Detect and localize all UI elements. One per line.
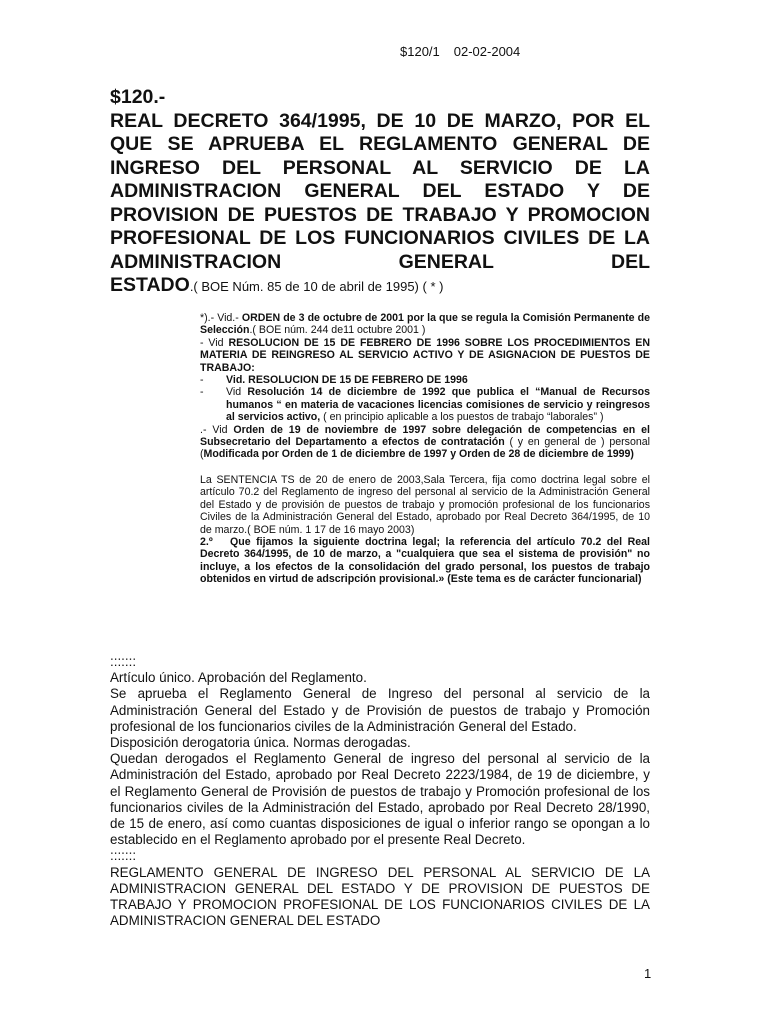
- page-number: 1: [644, 966, 652, 981]
- note-resolucion-1996: - Vid RESOLUCION DE 15 DE FEBRERO DE 1996 SOBRE LOS PROCEDIMIENTOS EN MATERIA DE REINGRESO AL SERVICIO ACTIVO Y DE ASIGNACION DE PUESTOS DE TRABAJO:: [200, 336, 650, 374]
- note-resolucion-1996-bullet: - Vid. RESOLUCION DE 15 DE FEBRERO DE 1996: [200, 374, 468, 387]
- disposicion-paragraph: Quedan derogados el Reglamento General de ingreso del personal al servicio de la Administración del Estado, aprobado por Real Decreto 2223/1984, de 19 de diciembre, y el Reglamento General de Provisión de puestos de trabajo y Promoción profesional de los funcionarios civiles de la Administración del Estado, aprobado por Real Decreto 28/1990, de 15 de enero, así como cuantas disposiciones de igual o inferior rango se opongan a lo establecido en el Reglamento aprobado por el presente Real Decreto.: [110, 751, 650, 848]
- reglamento-title: REGLAMENTO GENERAL DE INGRESO DEL PERSONAL AL SERVICIO DE LA ADMINISTRACION GENERAL DEL ESTADO Y DE PROVISION DE PUESTOS DE TRABAJO Y PROMOCION PROFESIONAL DE LOS FUNCIONARIOS CIVILES DE LA ADMINISTRACION GENERAL DEL ESTADO: [110, 864, 650, 929]
- note-doctrina: 2.º Que fijamos la siguiente doctrina legal; la referencia del artículo 70.2 del Real Decreto 364/1995, de 10 de marzo, a "cualquiera que sea el sistema de provisión" no incluye, a los efectos de la consolidación del grado personal, los puestos de trabajo obtenidos en virtud de adscripción provisional.» (Este tema es de carácter funcionarial): [200, 535, 650, 586]
- title-number: $120.-: [110, 86, 166, 108]
- title-last-line: [110, 274, 650, 299]
- title-text: REAL DECRETO 364/1995, DE 10 DE MARZO, POR EL QUE SE APRUEBA EL REGLAMENTO GENERAL DE INGRESO DEL PERSONAL AL SERVICIO DE LA ADMINISTRACION GENERAL DEL ESTADO Y DE PROVISION DE PUESTOS DE TRABAJO Y PROMOCION PROFESIONAL DE LOS FUNCIONARIOS CIVILES DE LA ADMINISTRACION GENERAL DEL: [110, 109, 650, 273]
- note-resolucion-1992-bullet: - Vid Resolución 14 de diciembre de 1992 que publica el “Manual de Recursos humanos “ en materia de vacaciones licencias comisiones de servicio y reingresos al servicios activo, ( en principio aplicable a los puestos de trabajo “laborales” ): [200, 386, 650, 424]
- document-title: [110, 86, 650, 299]
- header-ref: $120/1: [400, 44, 440, 59]
- notes-block: [200, 312, 650, 586]
- disposicion-heading: Disposición derogatoria única. Normas derogadas.: [110, 735, 411, 751]
- title-last-word: ESTADO: [110, 274, 190, 296]
- separator: :::::::: [110, 848, 137, 864]
- separator: :::::::: [110, 654, 137, 669]
- header-date: 02-02-2004: [453, 44, 521, 59]
- note-orden-1997: .- Vid Orden de 19 de noviembre de 1997 sobre delegación de competencias en el Subsecretario del Departamento a efectos de contratación ( y en general de ) personal (Modificada por Orden de 1 de diciembre de 1997 y Orden de 28 de diciembre de 1999): [200, 423, 650, 461]
- articulo-paragraph: Se aprueba el Reglamento General de Ingreso del personal al servicio de la Administración General del Estado y de Provisión de puestos de trabajo y Promoción profesional de los funcionarios civiles de la Administración General del Estado.: [110, 686, 650, 734]
- body-text: [110, 654, 650, 929]
- note-orden-2001: *).- Vid.- ORDEN de 3 de octubre de 2001 por la que se regula la Comisión Permanente de Selección.( BOE núm. 244 de11 octubre 2001 ): [200, 312, 650, 337]
- note-sentencia: La SENTENCIA TS de 20 de enero de 2003,Sala Tercera, fija como doctrina legal sobre el artículo 70.2 del Reglamento de ingreso del personal al servicio de la Administración General del Estado y de provisión de puestos de trabajo y promoción profesional de los funcionarios Civiles de la Administración General del Estado, aprobado por Real Decreto 364/1995, de 10 de marzo.( BOE núm. 1 17 de 16 mayo 2003): [200, 473, 650, 536]
- page-header: [400, 44, 520, 59]
- title-boe-ref: .( BOE Núm. 85 de 10 de abril de 1995) ( * ): [189, 279, 444, 294]
- articulo-heading: Artículo único. Aprobación del Reglamento.: [110, 670, 367, 686]
